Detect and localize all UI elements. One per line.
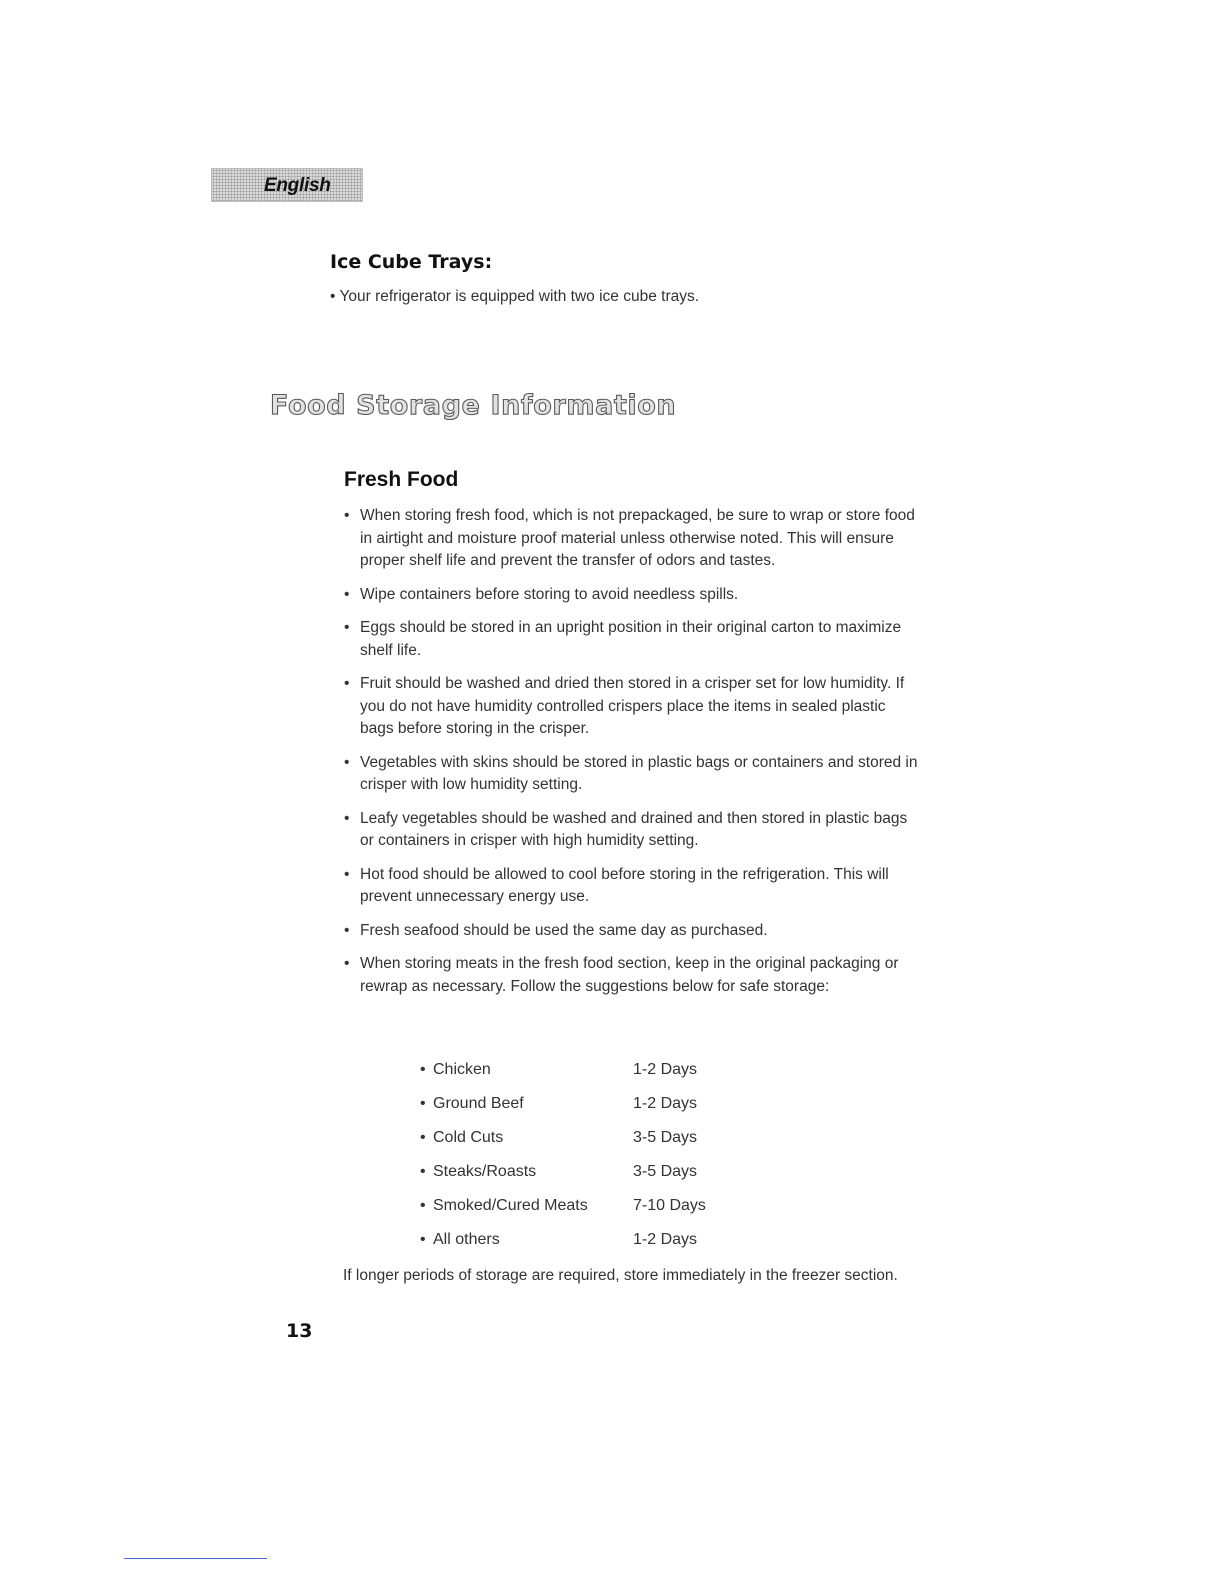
bullet: • (344, 865, 350, 883)
list-item-text: Hot food should be allowed to cool before storing in the refrigeration. This will prevent unnecessary energy use. (360, 865, 889, 905)
meat-item: Chicken (433, 1061, 491, 1078)
storage-days: 3-5 Days (633, 1129, 698, 1146)
fresh-food-heading: Fresh Food (344, 468, 459, 491)
storage-days: 1-2 Days (633, 1061, 698, 1078)
meat-item: Smoked/Cured Meats (433, 1197, 588, 1214)
list-item (344, 953, 919, 998)
list-item (344, 617, 919, 662)
bullet: • (420, 1163, 426, 1180)
bullet: • (420, 1061, 426, 1078)
bullet: • (344, 955, 350, 972)
storage-days: 1-2 Days (633, 1231, 698, 1248)
ice-cube-trays-heading: Ice Cube Trays: (330, 251, 493, 273)
bullet: • (344, 921, 350, 939)
list-item-text: Fresh seafood should be used the same day as purchased. (360, 921, 768, 939)
list-item-text: When storing fresh food, which is not prepackaged, be sure to wrap or store food in airtight and moisture proof material unless otherwise noted. This will ensure proper shelf life and prevent the transfer of odors and tastes. (360, 507, 915, 569)
list-item-text: Leafy vegetables should be washed and drained and then stored in plastic bags or containers in crisper with high humidity setting. (360, 809, 908, 849)
storage-days: 3-5 Days (633, 1163, 698, 1180)
list-item-text: Eggs should be stored in an upright position in their original carton to maximize shelf life. (360, 619, 902, 659)
storage-days: 1-2 Days (633, 1095, 698, 1112)
list-item-text: Wipe containers before storing to avoid needless spills. (360, 585, 739, 603)
meat-item: Ground Beef (433, 1095, 524, 1112)
meat-storage-row (420, 1160, 740, 1194)
bullet: • (344, 619, 350, 636)
list-item (344, 752, 919, 797)
list-item (344, 673, 919, 741)
list-item (344, 920, 919, 943)
closing-note: If longer periods of storage are required, store immediately in the freezer section. (343, 1267, 898, 1284)
meat-item: All others (433, 1231, 500, 1248)
bullet: • (420, 1197, 426, 1214)
section-title: Food Storage Information (270, 390, 677, 421)
bullet: • (344, 675, 350, 692)
list-item-text: Fruit should be washed and dried then stored in a crisper set for low humidity. If you do not have humidity controlled crispers place the items in sealed plastic bags before storing in the crisper. (360, 675, 905, 737)
meat-storage-row (420, 1126, 740, 1160)
ice-cube-trays-text (330, 288, 699, 306)
storage-days: 7-10 Days (633, 1197, 706, 1214)
fresh-food-list (344, 505, 919, 1009)
list-item-text: When storing meats in the fresh food section, keep in the original packaging or rewrap as necessary. Follow the suggestions below for safe storage: (360, 955, 899, 995)
bullet: • (344, 753, 350, 771)
meat-item: Cold Cuts (433, 1129, 504, 1146)
ice-cube-trays-body: Your refrigerator is equipped with two ice cube trays. (339, 288, 700, 305)
language-tab (211, 168, 363, 202)
bullet: • (330, 288, 336, 305)
footer-rule (124, 1558, 267, 1559)
bullet: • (344, 585, 350, 603)
bullet: • (420, 1129, 426, 1146)
meat-storage-row (420, 1058, 740, 1092)
list-item (344, 584, 919, 607)
meat-item: Steaks/Roasts (433, 1163, 537, 1180)
list-item (344, 808, 919, 853)
bullet: • (420, 1095, 426, 1112)
bullet: • (344, 507, 350, 524)
language-tab-label: English (264, 175, 331, 196)
list-item (344, 864, 919, 909)
list-item (344, 505, 919, 573)
list-item-text: Vegetables with skins should be stored in plastic bags or containers and stored in crisper with low humidity setting. (360, 753, 918, 793)
meat-storage-row (420, 1092, 740, 1126)
meat-storage-row (420, 1228, 740, 1262)
page-number: 13 (286, 1320, 313, 1342)
bullet: • (344, 809, 350, 827)
meat-storage-row (420, 1194, 740, 1228)
bullet: • (420, 1231, 426, 1248)
meat-storage-table (420, 1058, 740, 1262)
